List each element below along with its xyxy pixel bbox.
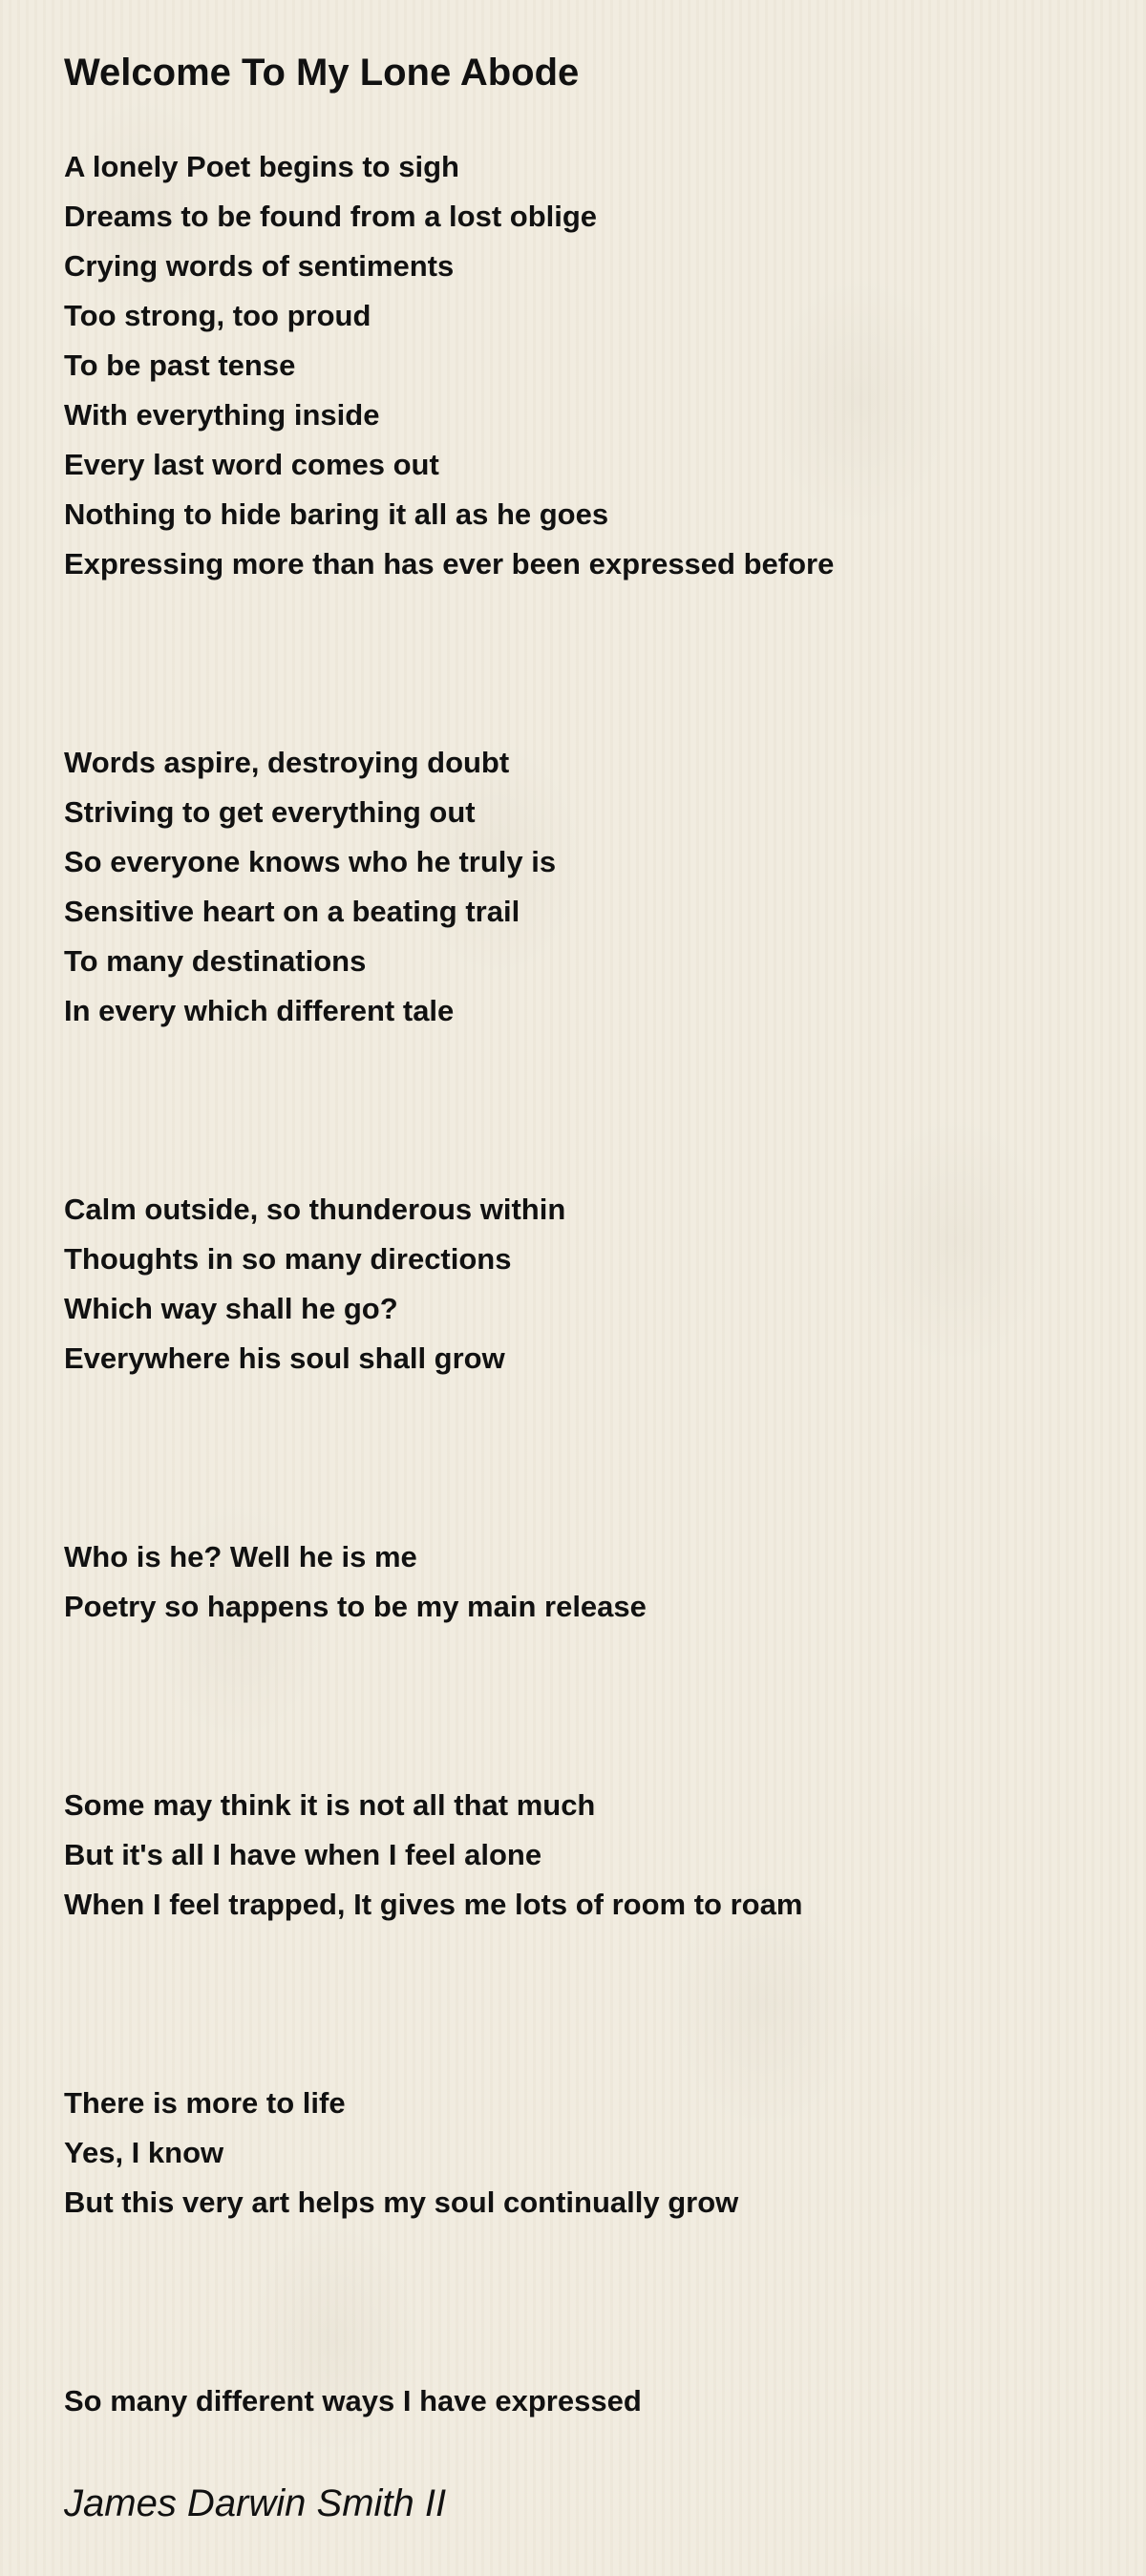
poem-line: When I feel trapped, It gives me lots of room to roam	[64, 1888, 803, 1921]
poem-line: Who is he? Well he is me	[64, 1540, 417, 1573]
poem-line: Nothing to hide baring it all as he goes	[64, 497, 609, 531]
poem-line: Crying words of sentiments	[64, 249, 455, 283]
poem-line: Expressing more than has ever been expressed before	[64, 547, 835, 581]
stanza	[64, 2376, 1114, 2426]
poem-line: To be past tense	[64, 348, 296, 382]
stanza-spacer	[64, 2228, 1114, 2376]
poem-line: With everything inside	[64, 398, 380, 432]
poem-line: But it's all I have when I feel alone	[64, 1838, 542, 1871]
stanza-spacer	[64, 1036, 1114, 1185]
stanza	[64, 142, 1114, 589]
poem-line: In every which different tale	[64, 994, 455, 1027]
stanza-spacer	[64, 1930, 1114, 2079]
poem-line: Some may think it is not all that much	[64, 1788, 596, 1822]
poem-line: Sensitive heart on a beating trail	[64, 895, 520, 928]
poem-line: Which way shall he go?	[64, 1292, 398, 1325]
poem-title: Welcome To My Lone Abode	[64, 52, 580, 94]
poem-line: Thoughts in so many directions	[64, 1242, 512, 1276]
poem-line: Too strong, too proud	[64, 299, 371, 332]
poem-line: To many destinations	[64, 944, 367, 978]
poem-line: A lonely Poet begins to sigh	[64, 150, 459, 183]
stanza	[64, 1532, 1114, 1632]
stanza-spacer	[64, 589, 1114, 738]
poem-line: Yes, I know	[64, 2136, 224, 2169]
stanza	[64, 2079, 1114, 2228]
stanza-spacer	[64, 1383, 1114, 1532]
poem-line: But this very art helps my soul continually grow	[64, 2185, 739, 2219]
poem-line: Dreams to be found from a lost oblige	[64, 200, 598, 233]
author-signature: James Darwin Smith II	[64, 2482, 447, 2524]
stanza	[64, 1781, 1114, 1930]
poem-line: Poetry so happens to be my main release	[64, 1590, 647, 1623]
poem-body	[64, 142, 1114, 2426]
poem-line: Striving to get everything out	[64, 795, 476, 829]
poem-line: Everywhere his soul shall grow	[64, 1341, 505, 1375]
poem-line: So many different ways I have expressed	[64, 2384, 642, 2418]
stanza	[64, 738, 1114, 1036]
poem-line: Calm outside, so thunderous within	[64, 1193, 566, 1226]
poem-line: Every last word comes out	[64, 448, 439, 481]
stanza	[64, 1185, 1114, 1383]
poem-line: So everyone knows who he truly is	[64, 845, 557, 878]
stanza-spacer	[64, 1632, 1114, 1781]
poem-line: Words aspire, destroying doubt	[64, 746, 510, 779]
poem-line: There is more to life	[64, 2086, 346, 2120]
